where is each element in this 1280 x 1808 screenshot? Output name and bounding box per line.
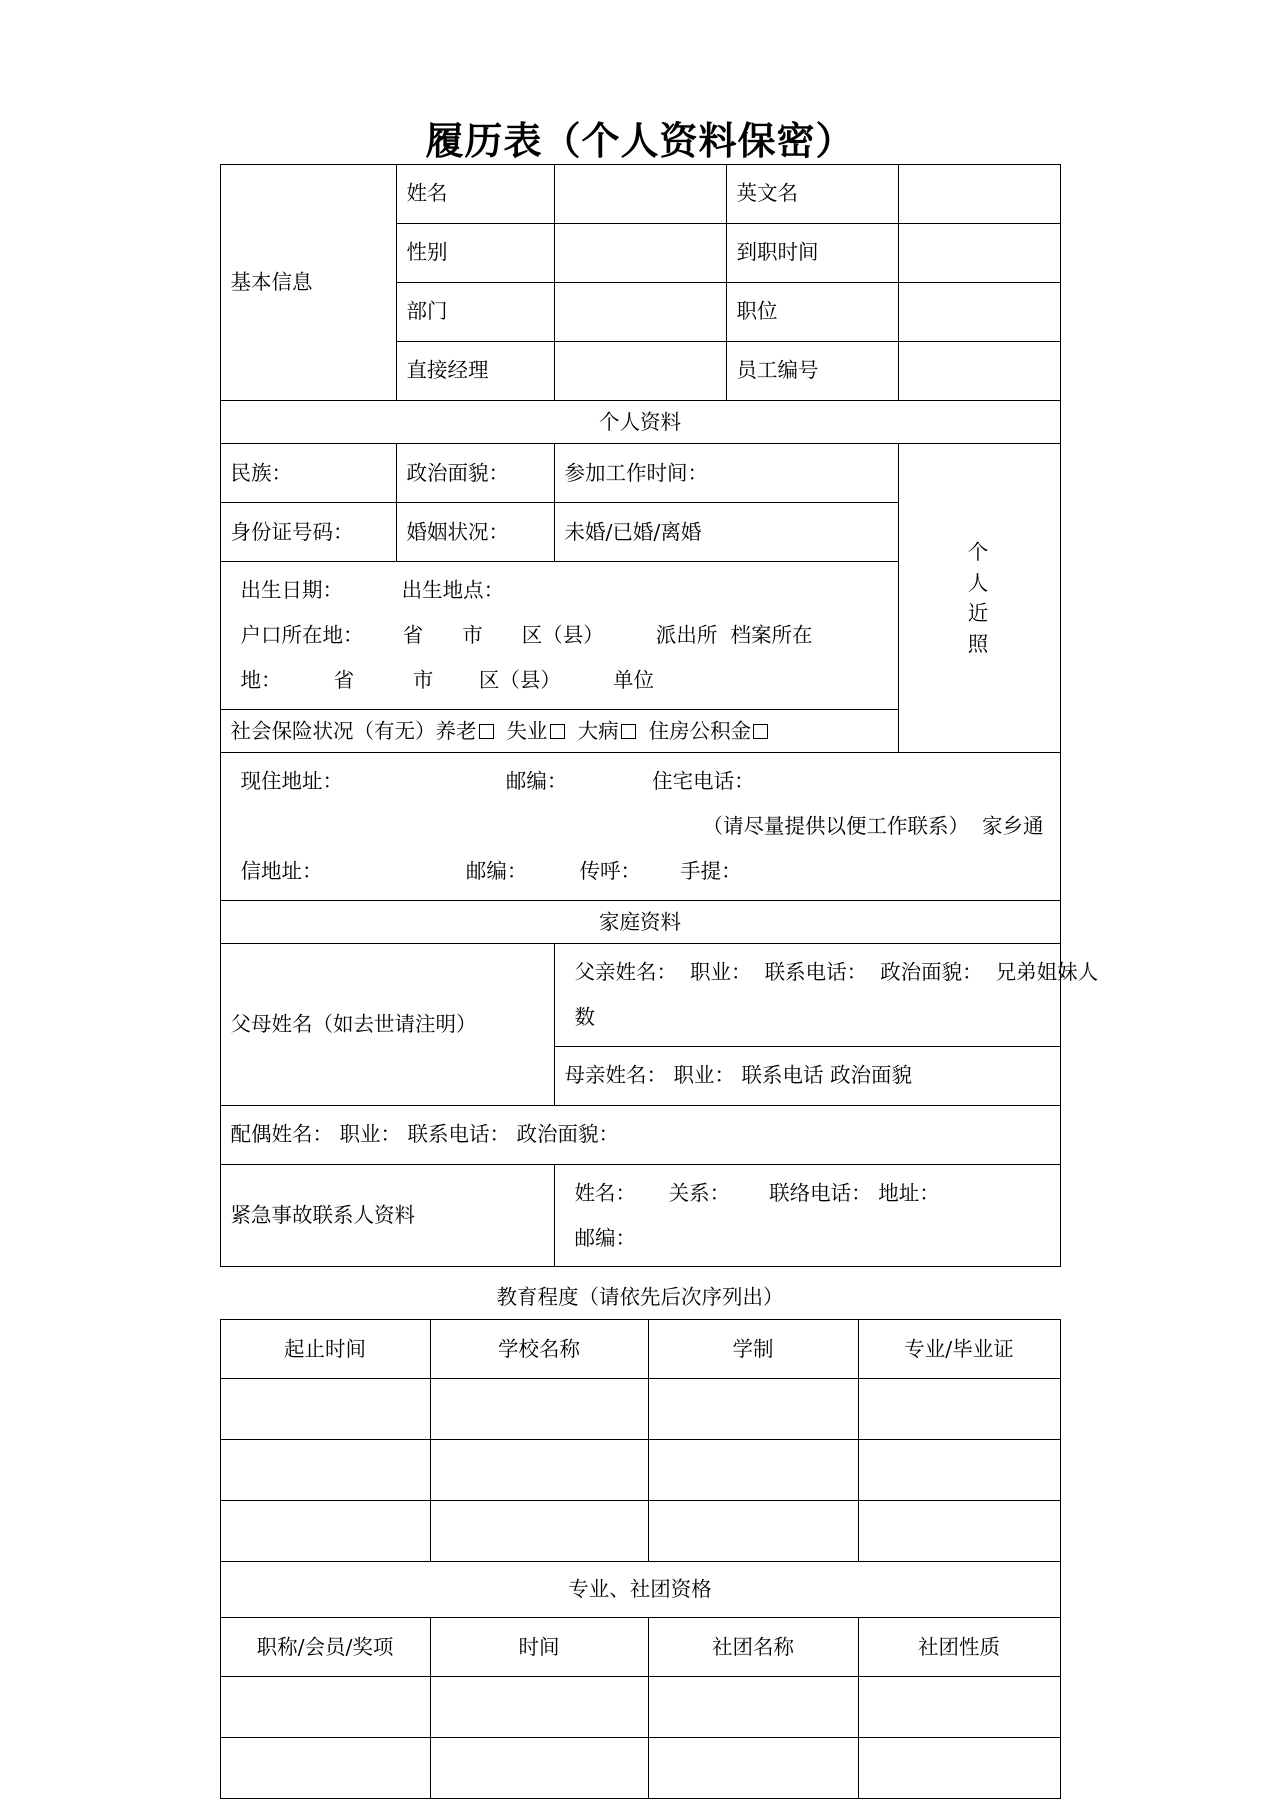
table-row: [220, 1440, 1060, 1501]
mother-info-line[interactable]: 母亲姓名： 职业： 联系电话 政治面貌: [554, 1046, 1060, 1105]
photo-label-char-3: 近: [967, 601, 991, 626]
insurance-gap-1: [494, 719, 507, 743]
department-label: 部门: [396, 282, 554, 341]
qualifications-section-title: 专业、社团资格: [220, 1562, 1060, 1618]
pension-checkbox[interactable]: [479, 724, 494, 739]
education-cell-school[interactable]: [430, 1379, 648, 1440]
employee-id-label: 员工编号: [726, 341, 898, 400]
photo-placeholder: [898, 444, 1060, 753]
education-cell-school[interactable]: [430, 1501, 648, 1562]
insurance-gap-3: [636, 719, 649, 743]
gender-field[interactable]: [554, 223, 726, 282]
education-cell-system[interactable]: [648, 1501, 858, 1562]
table-row: [220, 1738, 1060, 1799]
emergency-contact-label: 紧急事故联系人资料: [220, 1164, 554, 1267]
work-start-time-field[interactable]: 参加工作时间：: [554, 444, 898, 503]
qualifications-cell-club-type[interactable]: [858, 1677, 1060, 1738]
family-section-title: 家庭资料: [220, 900, 1060, 944]
table-header-row: [220, 1618, 1060, 1677]
father-info-line-1[interactable]: 父亲姓名： 职业： 联系电话： 政治面貌： 兄弟姐妹人: [574, 960, 1099, 985]
table-row: [220, 753, 1060, 900]
hukou-line-2[interactable]: 地： 省 市 区（县） 单位: [240, 667, 655, 692]
birth-and-hukou-block: [220, 562, 898, 709]
education-cell-school[interactable]: [430, 1440, 648, 1501]
photo-label-char-1: 个: [967, 539, 991, 564]
father-info-line-2[interactable]: 数: [574, 1005, 595, 1030]
table-row: [220, 1164, 1060, 1267]
photo-label-char-2: 人: [967, 570, 991, 595]
marital-options[interactable]: 未婚/已婚/离婚: [554, 503, 898, 562]
qualifications-cell-title[interactable]: [220, 1738, 430, 1799]
hukou-line-1[interactable]: 户口所在地： 省 市 区（县） 派出所 档案所在: [240, 623, 813, 648]
birth-line[interactable]: 出生日期： 出生地点：: [240, 578, 505, 603]
major-illness-checkbox[interactable]: [621, 724, 636, 739]
emergency-contact-line-1[interactable]: 姓名： 关系： 联络电话： 地址：: [574, 1180, 940, 1205]
education-cell-system[interactable]: [648, 1440, 858, 1501]
unemployment-checkbox[interactable]: [550, 724, 565, 739]
education-section-title: 教育程度（请依先后次序列出）: [496, 1285, 784, 1310]
gender-label: 性别: [396, 223, 554, 282]
political-status-field[interactable]: 政治面貌：: [396, 444, 554, 503]
education-cell-major[interactable]: [858, 1440, 1060, 1501]
father-info-block: [554, 944, 1099, 1047]
housing-fund-label: 住房公积金: [648, 718, 752, 743]
personal-info-section-title: 个人资料: [220, 400, 1060, 444]
education-cell-major[interactable]: [858, 1379, 1060, 1440]
contact-address-block: [220, 753, 1060, 900]
education-cell-major[interactable]: [858, 1501, 1060, 1562]
major-illness-label: 大病: [577, 718, 619, 743]
table-row: [220, 1562, 1060, 1618]
current-address-line[interactable]: 现住地址： 邮编： 住宅电话：: [240, 769, 755, 794]
social-insurance-row: [220, 709, 898, 748]
education-header-period: 起止时间: [220, 1320, 430, 1379]
table-row: [220, 1379, 1060, 1440]
qualifications-cell-club-type[interactable]: [858, 1738, 1060, 1799]
unemployment-label: 失业: [506, 718, 548, 743]
basic-info-label: 基本信息: [220, 164, 396, 400]
qualifications-cell-club-name[interactable]: [648, 1677, 858, 1738]
education-cell-period[interactable]: [220, 1440, 430, 1501]
education-header-school: 学校名称: [430, 1320, 648, 1379]
table-row: [220, 444, 1060, 503]
emergency-contact-block: [554, 1164, 1060, 1267]
table-row: [220, 944, 1060, 1047]
qualifications-header-time: 时间: [430, 1618, 648, 1677]
qualifications-header-title: 职称/会员/奖项: [220, 1618, 430, 1677]
table-row: [220, 1501, 1060, 1562]
education-header-major: 专业/毕业证: [858, 1320, 1060, 1379]
manager-label: 直接经理: [396, 341, 554, 400]
basic-and-personal-table: [220, 164, 1099, 1268]
parents-name-label: 父母姓名（如去世请注明）: [220, 944, 554, 1106]
pension-label: 养老: [435, 718, 477, 743]
department-field[interactable]: [554, 282, 726, 341]
english-name-label: 英文名: [726, 164, 898, 223]
manager-field[interactable]: [554, 341, 726, 400]
social-insurance-label: 社会保险状况（有无）: [230, 718, 436, 743]
qualifications-header-club-type: 社团性质: [858, 1618, 1060, 1677]
qualifications-cell-club-name[interactable]: [648, 1738, 858, 1799]
table-row: [220, 900, 1060, 944]
contact-note: （请尽量提供以便工作联系） 家乡通: [702, 814, 1044, 839]
table-row: [220, 1105, 1060, 1164]
start-date-field[interactable]: [898, 223, 1060, 282]
position-field[interactable]: [898, 282, 1060, 341]
housing-fund-checkbox[interactable]: [753, 724, 768, 739]
emergency-contact-line-2[interactable]: 邮编：: [574, 1225, 636, 1250]
page-title: 履历表（个人资料保密）: [425, 118, 855, 163]
table-row: [220, 400, 1060, 444]
education-header-system: 学制: [648, 1320, 858, 1379]
table-header-row: [220, 1320, 1060, 1379]
id-number-field[interactable]: 身份证号码：: [220, 503, 396, 562]
position-label: 职位: [726, 282, 898, 341]
table-row: [220, 164, 1060, 223]
english-name-field[interactable]: [898, 164, 1060, 223]
name-label: 姓名: [396, 164, 554, 223]
insurance-gap-2: [565, 719, 578, 743]
education-cell-period[interactable]: [220, 1501, 430, 1562]
ethnicity-field[interactable]: 民族：: [220, 444, 396, 503]
table-row: [220, 1677, 1060, 1738]
hometown-address-line[interactable]: 信地址： 邮编： 传呼： 手提：: [240, 858, 742, 883]
education-table: [220, 1319, 1061, 1799]
photo-label-char-4: 照: [967, 632, 991, 657]
education-cell-period[interactable]: [220, 1379, 430, 1440]
marital-status-field[interactable]: 婚姻状况：: [396, 503, 554, 562]
qualifications-cell-time[interactable]: [430, 1738, 648, 1799]
education-cell-system[interactable]: [648, 1379, 858, 1440]
employee-id-field[interactable]: [898, 341, 1060, 400]
start-date-label: 到职时间: [726, 223, 898, 282]
spouse-info-line[interactable]: 配偶姓名： 职业： 联系电话： 政治面貌：: [220, 1105, 1060, 1164]
qualifications-header-club-name: 社团名称: [648, 1618, 858, 1677]
qualifications-cell-title[interactable]: [220, 1677, 430, 1738]
qualifications-cell-time[interactable]: [430, 1677, 648, 1738]
name-field[interactable]: [554, 164, 726, 223]
